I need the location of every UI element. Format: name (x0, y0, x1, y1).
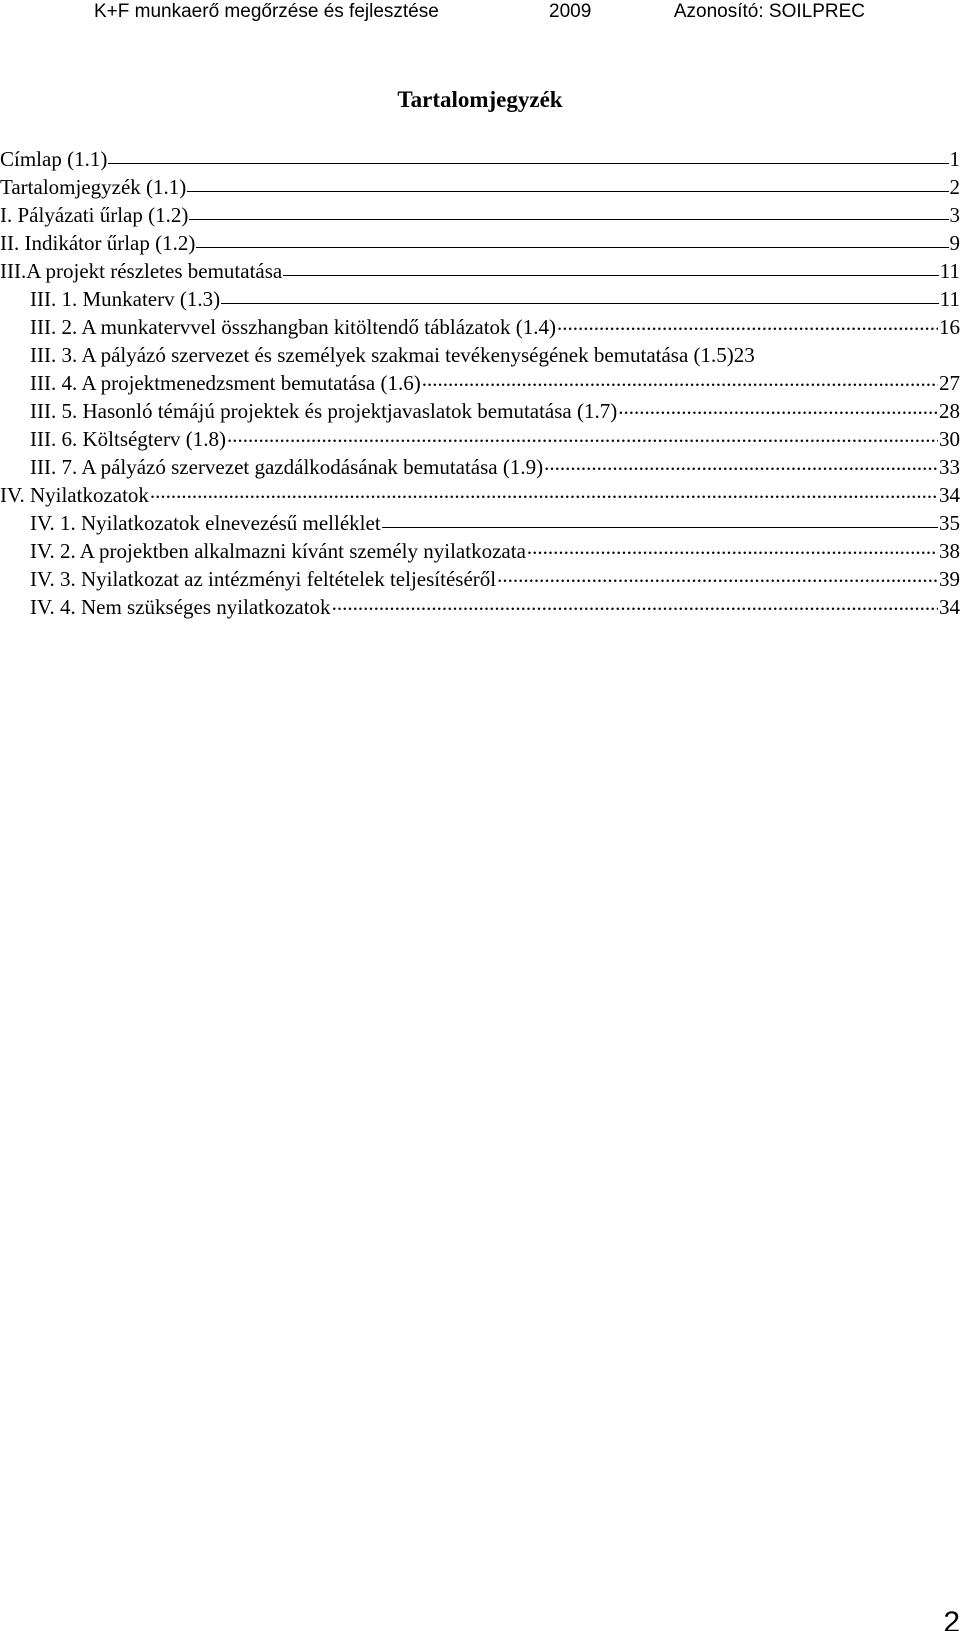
toc-entry-page: 2 (949, 175, 960, 199)
toc-leader (187, 179, 948, 192)
toc-entry-label: IV. 1. Nyilatkozatok elnevezésű melléklet (30, 511, 381, 535)
header-year: 2009 (549, 1, 592, 22)
toc-entry-label: III. 3. A pályázó szervezet és személyek szakmai tevékenységének bemutatása (1.5) (30, 343, 734, 367)
toc-leader (544, 459, 938, 475)
toc-entry-label: III. 5. Hasonló témájú projektek és projektjavaslatok bemutatása (1.7) (30, 399, 618, 423)
toc-entry-page: 33 (939, 455, 960, 479)
toc-entry-label: III. 1. Munkaterv (1.3) (30, 287, 221, 311)
toc-entry[interactable] (0, 173, 960, 201)
toc-entry[interactable] (0, 145, 960, 173)
toc-entry-label: IV. Nyilatkozatok (0, 483, 149, 507)
toc-entry[interactable] (0, 509, 960, 537)
toc-entry-label: III. 2. A munkatervvel összhangban kitöltendő táblázatok (1.4) (30, 315, 557, 339)
toc-leader (227, 431, 938, 447)
toc-leader (497, 571, 938, 587)
toc-entry-label: III.A projekt részletes bemutatása (0, 259, 283, 283)
toc-entry[interactable] (0, 453, 960, 481)
toc-leader (150, 487, 938, 503)
toc-entry-page: 34 (939, 483, 960, 507)
toc-leader (618, 403, 938, 419)
toc-entry[interactable] (0, 397, 960, 425)
toc-leader (332, 599, 938, 615)
toc-entry-label: IV. 3. Nyilatkozat az intézményi feltételek teljesítéséről (30, 567, 497, 591)
table-of-contents (0, 145, 960, 621)
toc-entry[interactable] (0, 285, 960, 313)
toc-entry-label: III. 6. Költségterv (1.8) (30, 427, 226, 451)
toc-leader (221, 291, 939, 304)
toc-entry[interactable] (0, 565, 960, 593)
toc-entry[interactable] (0, 369, 960, 397)
toc-entry-page: 39 (939, 567, 960, 591)
toc-leader (196, 235, 948, 248)
toc-entry-label: I. Pályázati űrlap (1.2) (0, 203, 189, 227)
toc-entry[interactable] (0, 257, 960, 285)
toc-entry-page: 27 (939, 371, 960, 395)
toc-leader (527, 543, 938, 559)
toc-entry[interactable] (0, 593, 960, 621)
page-number: 2 (943, 1608, 960, 1631)
header-identifier: Azonosító: SOILPREC (673, 1, 865, 22)
toc-leader (382, 515, 938, 528)
toc-entry-page: 35 (939, 511, 960, 535)
header-project-title: K+F munkaerő megőrzése és fejlesztése (94, 1, 439, 22)
toc-entry[interactable] (0, 229, 960, 257)
toc-entry[interactable] (0, 313, 960, 341)
toc-entry-label: IV. 4. Nem szükséges nyilatkozatok (30, 595, 331, 619)
toc-entry-page: 1 (949, 147, 960, 171)
toc-entry[interactable] (0, 341, 960, 369)
toc-entry[interactable] (0, 201, 960, 229)
toc-entry[interactable] (0, 425, 960, 453)
toc-entry-page: 30 (939, 427, 960, 451)
toc-entry-page: 23 (733, 343, 755, 367)
toc-entry-label: III. 7. A pályázó szervezet gazdálkodásának bemutatása (1.9) (30, 455, 544, 479)
toc-entry[interactable] (0, 537, 960, 565)
toc-entry-label: Tartalomjegyzék (1.1) (0, 175, 187, 199)
toc-entry-label: IV. 2. A projektben alkalmazni kívánt személy nyilatkozata (30, 539, 526, 563)
toc-entry-page: 11 (939, 259, 960, 283)
toc-leader (189, 207, 948, 220)
running-header (0, 0, 960, 26)
toc-entry-page: 38 (939, 539, 960, 563)
toc-entry-page: 11 (939, 287, 960, 311)
toc-leader (283, 263, 939, 276)
toc-entry-label: Címlap (1.1) (0, 147, 108, 171)
toc-title: Tartalomjegyzék (397, 87, 563, 112)
toc-leader (108, 151, 948, 164)
toc-entry-page: 3 (949, 203, 960, 227)
toc-entry-page: 34 (939, 595, 960, 619)
toc-entry-page: 9 (949, 231, 960, 255)
toc-leader (422, 375, 938, 391)
toc-entry-page: 28 (939, 399, 960, 423)
toc-leader (557, 319, 938, 335)
toc-entry[interactable] (0, 481, 960, 509)
toc-entry-page: 16 (939, 315, 960, 339)
toc-entry-label: III. 4. A projektmenedzsment bemutatása (1.6) (30, 371, 421, 395)
toc-entry-label: II. Indikátor űrlap (1.2) (0, 231, 196, 255)
